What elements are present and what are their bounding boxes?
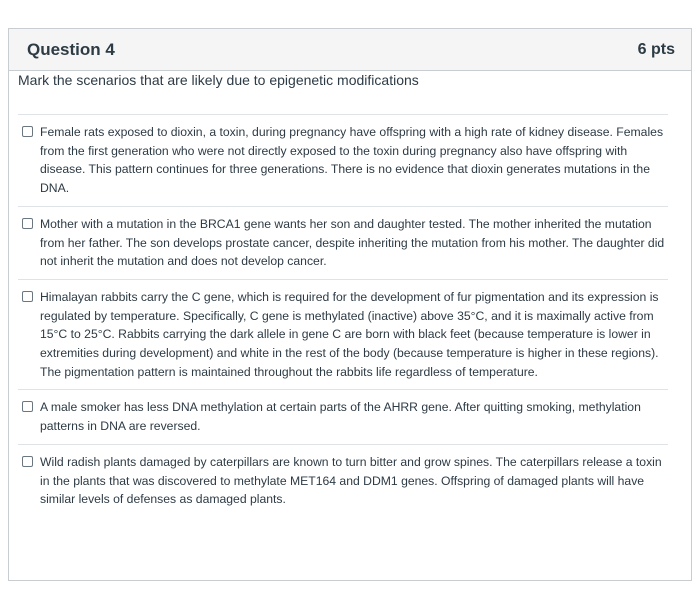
answer-checkbox[interactable] <box>22 401 33 412</box>
question-prompt: Mark the scenarios that are likely due to epigenetic modifications <box>18 72 419 88</box>
answer-list <box>18 114 668 517</box>
answer-text: Himalayan rabbits carry the C gene, which is required for the development of fur pigmentation and its expression is regulated by temperature. Specifically, C gene is methylated (inactive) above 35°C, and it is maximally active from 15°C to 25°C. Rabbits carrying the dark allele in gene C are born with black feet (because temperature is lower in extremities during development) and white in the rest of the body (because temperature is higher in these regions). The pigmentation pattern is maintained throughout the rabbits life regardless of temperature. <box>40 289 659 379</box>
answer-text: A male smoker has less DNA methylation at certain parts of the AHRR gene. After quitting smoking, methylation patterns in DNA are reversed. <box>40 400 641 434</box>
answer-checkbox[interactable] <box>22 126 33 137</box>
answer-option-5[interactable] <box>18 444 668 517</box>
answer-checkbox[interactable] <box>22 218 33 229</box>
answer-checkbox[interactable] <box>22 456 33 467</box>
question-header <box>9 29 691 71</box>
answer-text: Female rats exposed to dioxin, a toxin, during pregnancy have offspring with a high rate of kidney disease. Females from the first generation who were not directly exposed to the toxin during pregnancy also have offspring with disease. This pattern continues for three generations. There is no evidence that dioxin generates mutations in the DNA. <box>40 125 664 196</box>
question-title: Question 4 <box>27 39 115 59</box>
question-points: 6 pts <box>637 40 675 58</box>
answer-option-2[interactable] <box>18 206 668 279</box>
answer-option-3[interactable] <box>18 279 668 390</box>
answer-checkbox[interactable] <box>22 291 33 302</box>
answer-option-4[interactable] <box>18 389 668 443</box>
answer-text: Mother with a mutation in the BRCA1 gene wants her son and daughter tested. The mother inherited the mutation from her father. The son develops prostate cancer, despite inheriting the mutation from his mother. The daughter did not inherit the mutation and does not develop cancer. <box>40 216 665 269</box>
answer-text: Wild radish plants damaged by caterpillars are known to turn bitter and grow spines. The caterpillars release a toxin in the plants that was discovered to methylate MET164 and DDM1 genes. Offspring of damaged plants will have similar levels of defenses as damaged plants. <box>40 454 662 507</box>
answer-option-1[interactable] <box>18 114 668 206</box>
